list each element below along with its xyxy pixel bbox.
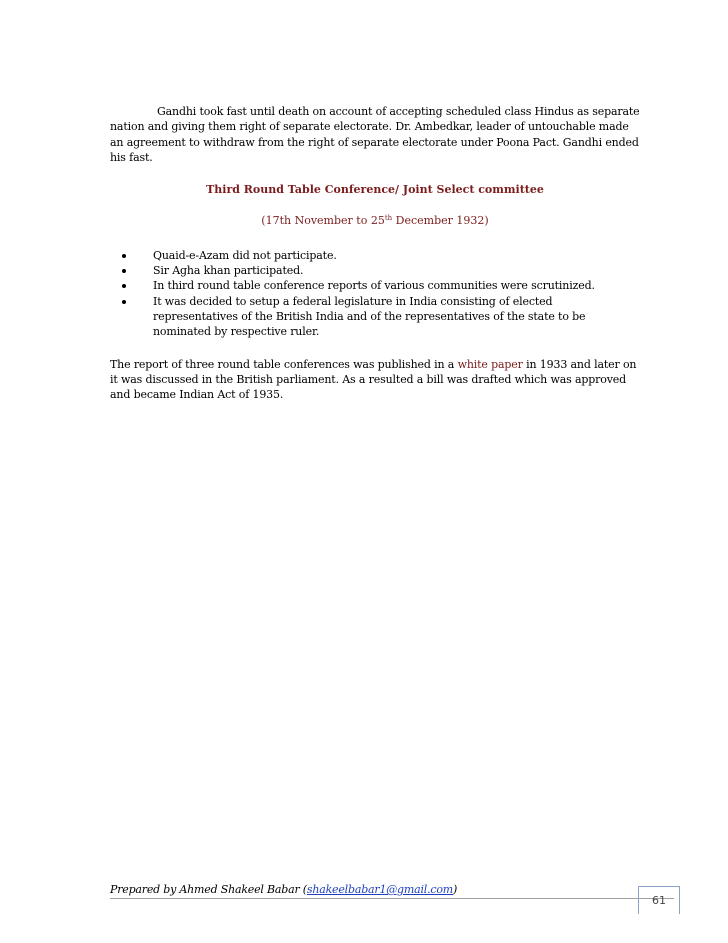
- list-item-text: In third round table conference reports of various communities were scrutinized.: [153, 279, 595, 293]
- section-heading: Third Round Table Conference/ Joint Select committee: [206, 183, 544, 197]
- list-item: [110, 294, 640, 340]
- closing-text-end: in 1933 and later on it was discussed in the British parliament. As a resulted a bill was drafted which was approved and became Indian Act of 1935.: [110, 357, 637, 402]
- list-item: [110, 248, 640, 263]
- closing-text-start: The report of three round table conferences was published in a: [110, 357, 458, 371]
- bullet-icon: [122, 284, 126, 288]
- bullet-icon: [122, 300, 126, 304]
- white-paper-highlight: white paper: [457, 357, 523, 371]
- dates-start: (17th November to 25: [261, 214, 385, 228]
- dates-end: December 1932): [392, 214, 489, 228]
- bullet-icon: [122, 254, 126, 258]
- page-number: 61: [638, 886, 680, 914]
- intro-paragraph: Gandhi took fast until death on account of accepting scheduled class Hindus as separate nation and giving them right of separate electorate. Dr. Ambedkar, leader of untouchable made an agreement to withdraw from the right of separate electorate under Poona Pact. Gandhi ended his fast.: [110, 105, 640, 164]
- closing-paragraph: [110, 357, 640, 403]
- list-item-text: Sir Agha khan participated.: [153, 264, 304, 278]
- page-footer: [110, 883, 457, 896]
- section-dates: [110, 213, 640, 228]
- footer-author: Prepared by Ahmed Shakeel Babar (: [110, 883, 307, 896]
- dates-superscript: th: [384, 214, 393, 223]
- list-item: [110, 278, 640, 293]
- list-item: [110, 263, 640, 278]
- page-content: [110, 104, 640, 402]
- footer-divider: [110, 898, 674, 899]
- bullet-list: [110, 248, 640, 340]
- list-item-text: It was decided to setup a federal legislature in India consisting of elected representatives of the British India and of the representatives of the state to be nominated by respective ruler.: [153, 294, 586, 339]
- footer-suffix: ): [453, 883, 458, 896]
- footer-email-link[interactable]: shakeelbabar1@gmail.com: [306, 883, 454, 896]
- list-item-text: Quaid-e-Azam did not participate.: [153, 248, 337, 262]
- bullet-icon: [122, 269, 126, 273]
